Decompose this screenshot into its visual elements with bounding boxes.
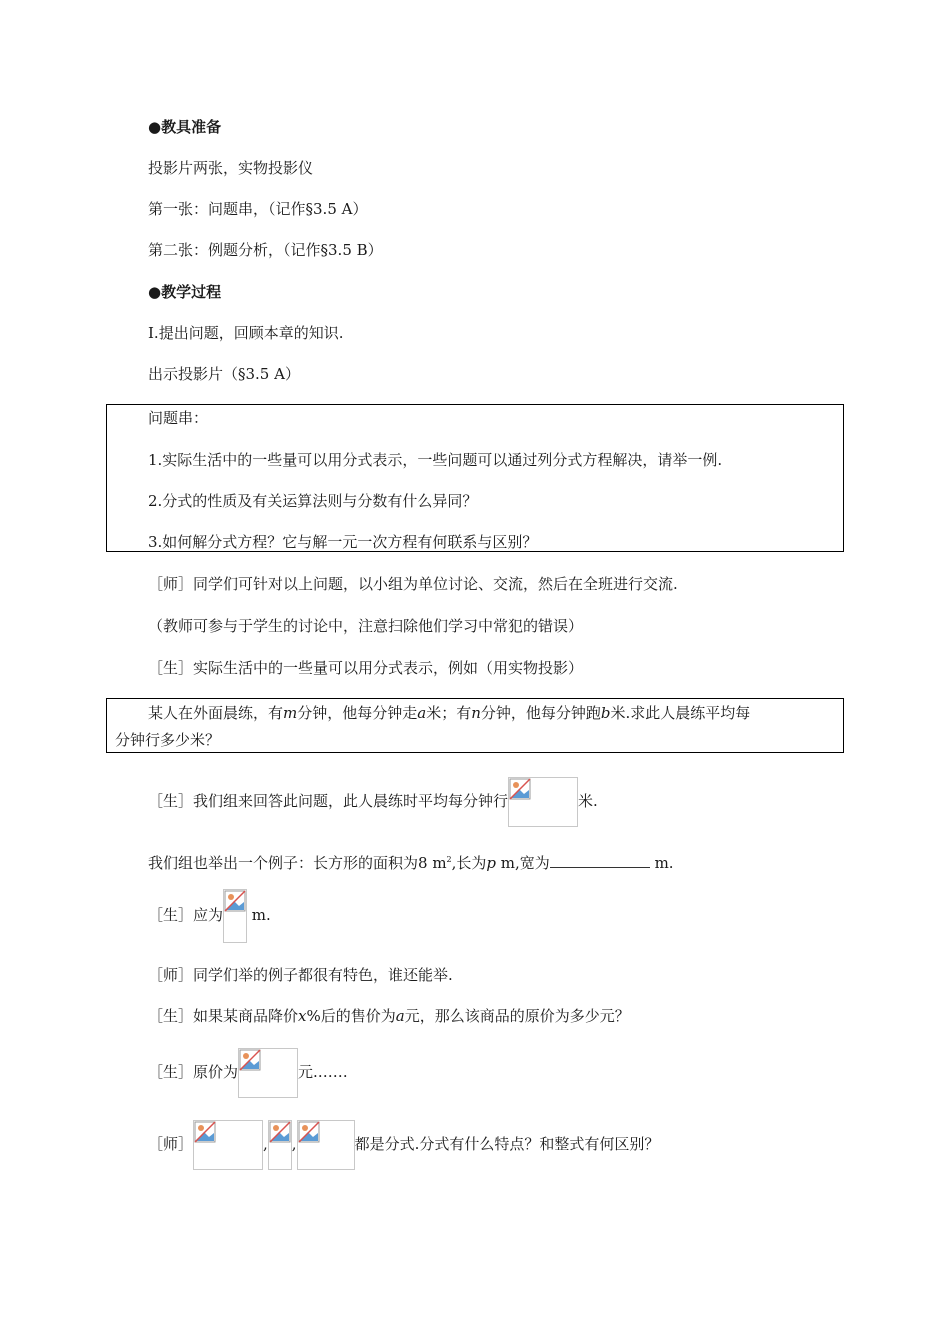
formula-image-icon <box>297 1120 355 1170</box>
teacher-line-2: ［师］同学们举的例子都很有特色，谁还能举. <box>148 966 453 984</box>
teacher-line-1: ［师］同学们可针对以上问题，以小组为单位讨论、交流，然后在全班进行交流. <box>148 575 678 593</box>
question-1: 1.实际生活中的一些量可以用分式表示，一些问题可以通过列分式方程解决，请举一例. <box>148 451 723 469</box>
formula-image-icon <box>238 1048 298 1098</box>
formula-image-icon <box>223 889 247 943</box>
process-step-1: Ⅰ.提出问题，回顾本章的知识. <box>148 324 344 342</box>
student-line-1: ［生］实际生活中的一些量可以用分式表示，例如（用实物投影） <box>148 659 584 677</box>
student-line-6: ［生］原价为 元.…… <box>148 1047 348 1098</box>
question-box <box>106 404 844 552</box>
heading-process: ●教学过程 <box>148 283 222 301</box>
example-line-2: 分钟行多少米？ <box>115 731 221 749</box>
student-line-5: ［生］如果某商品降价x%后的售价为a元，那么该商品的原价为多少元？ <box>148 1007 630 1025</box>
process-show: 出示投影片（§3.5 A） <box>148 365 300 383</box>
student-line-2: ［生］我们组来回答此问题，此人晨练时平均每分钟行 米. <box>148 776 598 827</box>
formula-image-icon <box>268 1120 292 1170</box>
example-line-1: 某人在外面晨练，有m分钟，他每分钟走a米；有n分钟，他每分钟跑b米.求此人晨练平均每 <box>148 704 751 722</box>
student-line-4: ［生］应为 m. <box>148 888 271 943</box>
answer-blank <box>550 853 650 868</box>
tools-line-2: 第一张：问题串，（记作§3.5 A） <box>148 200 368 218</box>
tools-line-3: 第二张：例题分析，（记作§3.5 B） <box>148 241 383 259</box>
heading-tools: ●教具准备 <box>148 118 222 136</box>
teacher-line-3: ［师］ , , 都是分式.分式有什么特点？和整式有何区别？ <box>148 1119 659 1170</box>
question-2: 2.分式的性质及有关运算法则与分数有什么异同？ <box>148 492 478 510</box>
tools-line-1: 投影片两张，实物投影仪 <box>148 159 314 177</box>
student-line-3: 我们组也举出一个例子：长方形的面积为8 $m^2$,长为p m,宽为 m. <box>148 854 674 872</box>
formula-image-icon <box>193 1120 263 1170</box>
question-3: 3.如何解分式方程？它与解一元一次方程有何联系与区别？ <box>148 533 538 551</box>
example-box <box>106 698 844 753</box>
teacher-note-1: （教师可参与于学生的讨论中，注意扫除他们学习中常犯的错误） <box>148 617 584 635</box>
formula-image-icon <box>508 777 578 827</box>
question-box-title: 问题串： <box>148 409 209 427</box>
